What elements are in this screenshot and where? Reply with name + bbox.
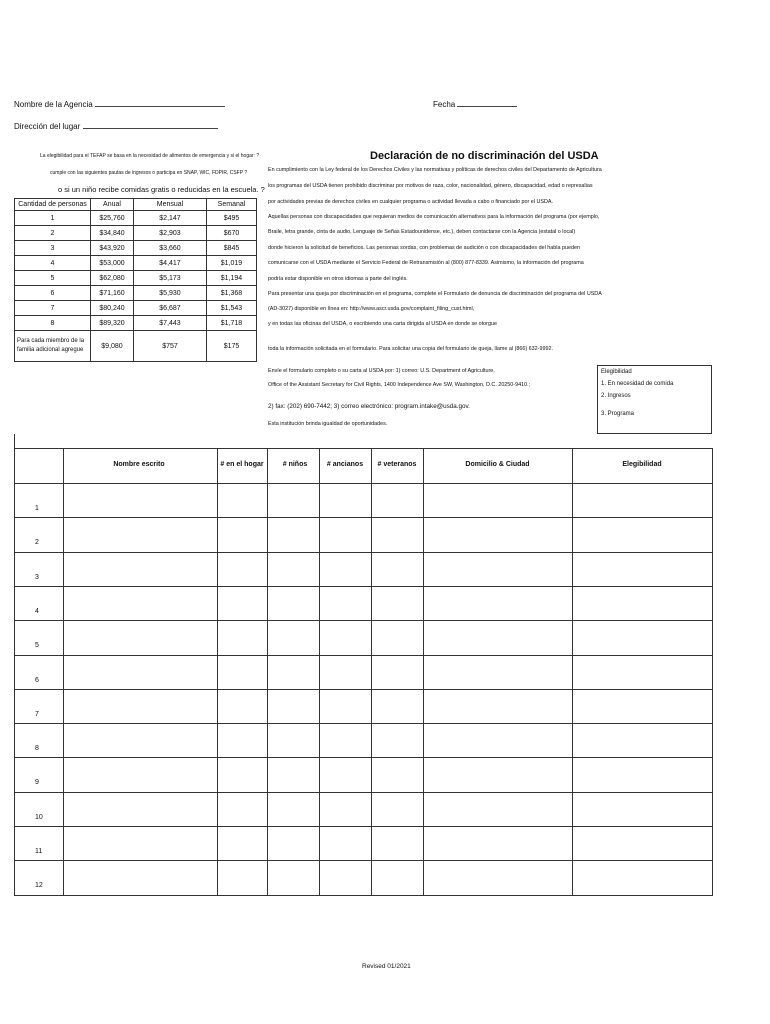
income-cell-people: 3 bbox=[15, 241, 91, 256]
additional-weekly: $175 bbox=[207, 331, 257, 362]
income-cell-monthly: $5,173 bbox=[134, 271, 207, 286]
income-cell-monthly: $3,660 bbox=[134, 241, 207, 256]
income-cell-monthly: $2,903 bbox=[134, 226, 207, 241]
row-number: 11 bbox=[35, 848, 43, 855]
eligibility-legend-title: Elegibilidad bbox=[601, 369, 632, 375]
row-number: 6 bbox=[35, 676, 39, 684]
income-row bbox=[15, 271, 257, 286]
row-number: 12 bbox=[35, 882, 43, 890]
additional-label: Para cada miembro de la familia adicional agregue bbox=[15, 331, 91, 362]
income-cell-weekly: $1,368 bbox=[207, 286, 257, 301]
income-row bbox=[15, 226, 257, 241]
income-cell-weekly: $1,019 bbox=[207, 256, 257, 271]
declaration-line: Office of the Assistant Secretary for Civil Rights, 1400 Independence Ave SW, Washington, D.C. 20250-9410.; bbox=[268, 382, 531, 388]
table-row[interactable] bbox=[15, 689, 712, 724]
declaration-line: donde hicieron la solicitud de beneficios. Las personas sordas, con problemas de audición o con discapacidades del habla pueden bbox=[268, 245, 580, 251]
income-cell-weekly: $1,543 bbox=[207, 301, 257, 316]
declaration-line: (AD-3027) disponible en línea en: http://www.ascr.usda.gov/complaint_filing_cust.html, bbox=[268, 306, 475, 312]
col-header-children: # niños bbox=[282, 461, 308, 468]
col-header-household: # en el hogar bbox=[220, 461, 264, 468]
eligibility-legend bbox=[597, 365, 712, 434]
income-cell-annual: $89,320 bbox=[91, 316, 134, 331]
eligibility-intro-line1: La elegibilidad para el TEFAP se basa en la necesidad de alimentos de emergencia y si el hogar: ? bbox=[40, 153, 260, 159]
declaration-line: por actividades previas de derechos civiles en cualquier programa o actividad llevada a cabo o financiado por el USDA. bbox=[268, 199, 553, 205]
row-number: 5 bbox=[35, 642, 39, 650]
table-row[interactable] bbox=[15, 620, 712, 655]
declaration-line: podría estar disponible en otros idiomas a parte del inglés. bbox=[268, 276, 408, 282]
date-line[interactable] bbox=[457, 100, 517, 107]
income-guidelines-table bbox=[14, 198, 257, 362]
table-row[interactable] bbox=[15, 792, 712, 827]
table-row[interactable] bbox=[15, 517, 712, 552]
income-row bbox=[15, 241, 257, 256]
income-cell-people: 8 bbox=[15, 316, 91, 331]
eligibility-legend-item: 2. Ingresos bbox=[601, 393, 631, 399]
table-row[interactable] bbox=[15, 723, 712, 758]
declaration-line: En cumplimiento con la Ley federal de los Derechos Civiles y las normativas y políticas de derechos civiles del Departamento de Agricultura bbox=[268, 167, 602, 173]
declaration-line: y en todas las oficinas del USDA, o escribiendo una carta dirigida al USDA en donde se otorgue bbox=[268, 321, 497, 327]
signin-table bbox=[14, 448, 713, 896]
income-cell-monthly: $2,147 bbox=[134, 211, 207, 226]
row-number: 2 bbox=[35, 539, 39, 547]
date-label: Fecha bbox=[433, 100, 456, 109]
income-row bbox=[15, 286, 257, 301]
declaration-line: Aquellas personas con discapacidades que requieran medios de comunicación alternativos para la información del programa (por ejemplo, bbox=[268, 214, 600, 220]
income-cell-monthly: $7,443 bbox=[134, 316, 207, 331]
table-row[interactable] bbox=[15, 483, 712, 518]
income-cell-people: 6 bbox=[15, 286, 91, 301]
revised-date: Revised 01/2021 bbox=[362, 963, 411, 970]
col-header-seniors: # ancianos bbox=[326, 461, 364, 468]
income-cell-annual: $62,080 bbox=[91, 271, 134, 286]
income-cell-weekly: $670 bbox=[207, 226, 257, 241]
income-cell-weekly: $845 bbox=[207, 241, 257, 256]
header-monthly: Mensual bbox=[134, 199, 207, 211]
address-line[interactable] bbox=[83, 122, 218, 129]
income-cell-monthly: $4,417 bbox=[134, 256, 207, 271]
header-annual: Anual bbox=[91, 199, 134, 211]
declaration-line: Envíe el formulario completo o su carta al USDA por: 1) correo: U.S. Department of Agriculture, bbox=[268, 368, 495, 374]
income-cell-monthly: $6,687 bbox=[134, 301, 207, 316]
table-row[interactable] bbox=[15, 757, 712, 792]
address-field[interactable] bbox=[14, 122, 218, 131]
header-weekly: Semanal bbox=[207, 199, 257, 211]
income-cell-monthly: $5,930 bbox=[134, 286, 207, 301]
declaration-line: comunicarse con el USDA mediante el Servicio Federal de Retransmisión al (800) 877-8339. Asimismo, la información del programa bbox=[268, 260, 584, 266]
date-field[interactable] bbox=[433, 100, 517, 109]
col-header-eligibility: Elegibilidad bbox=[622, 461, 662, 468]
declaration-line: toda la información solicitada en el formulario. Para solicitar una copia del formulario de queja, llame al (866) 632-9992. bbox=[268, 346, 553, 352]
row-number: 4 bbox=[35, 607, 39, 615]
income-cell-annual: $53,000 bbox=[91, 256, 134, 271]
additional-monthly: $757 bbox=[134, 331, 207, 362]
income-cell-people: 7 bbox=[15, 301, 91, 316]
agency-name-label: Nombre de la Agencia bbox=[14, 100, 93, 109]
eligibility-intro-line3: o si un niño recibe comidas gratis o reducidas en la escuela. ? bbox=[58, 185, 265, 194]
row-number: 8 bbox=[35, 745, 39, 753]
row-number: 1 bbox=[35, 505, 39, 512]
income-cell-people: 2 bbox=[15, 226, 91, 241]
income-cell-people: 4 bbox=[15, 256, 91, 271]
col-header-veterans: # veteranos bbox=[377, 461, 417, 468]
income-cell-weekly: $1,718 bbox=[207, 316, 257, 331]
col-header-name: Nombre escrito bbox=[113, 461, 165, 468]
additional-annual: $9,080 bbox=[91, 331, 134, 362]
col-header-address: Domicilio & Ciudad bbox=[465, 461, 530, 468]
eligibility-intro-line2: cumple con las siguientes pautas de ingresos o participa en SNAP, WIC, FDPIR, CSFP ? bbox=[50, 170, 248, 176]
agency-name-line[interactable] bbox=[95, 100, 225, 107]
income-additional-row bbox=[15, 331, 257, 362]
address-label: Dirección del lugar bbox=[14, 122, 81, 131]
declaration-line: Esta institución brinda igualdad de oportunidades. bbox=[268, 421, 388, 427]
income-row bbox=[15, 256, 257, 271]
declaration-title: Declaración de no discriminación del USDA bbox=[370, 150, 599, 162]
table-row[interactable] bbox=[15, 655, 712, 690]
eligibility-legend-item: 1. En necesidad de comida bbox=[601, 381, 674, 387]
row-number: 3 bbox=[35, 573, 39, 581]
income-cell-annual: $34,840 bbox=[91, 226, 134, 241]
divider bbox=[14, 434, 15, 448]
income-cell-weekly: $495 bbox=[207, 211, 257, 226]
declaration-line: Para presentar una queja por discriminación en el programa, complete el Formulario de denuncia de discriminación del programa del USDA bbox=[268, 291, 602, 297]
row-number: 7 bbox=[35, 710, 39, 718]
income-row bbox=[15, 211, 257, 226]
table-row[interactable] bbox=[15, 552, 712, 587]
income-cell-people: 1 bbox=[15, 211, 91, 226]
income-row bbox=[15, 316, 257, 331]
income-table-header bbox=[15, 199, 257, 211]
declaration-line: Braile, letra grande, cinta de audio, Lenguaje de Señas Estadounidense, etc.), deben contactarse con la Agencia (estatal o local) bbox=[268, 229, 576, 235]
table-row[interactable] bbox=[15, 860, 712, 895]
income-cell-annual: $25,760 bbox=[91, 211, 134, 226]
table-row[interactable] bbox=[15, 586, 712, 621]
income-cell-people: 5 bbox=[15, 271, 91, 286]
income-cell-weekly: $1,194 bbox=[207, 271, 257, 286]
income-cell-annual: $71,160 bbox=[91, 286, 134, 301]
income-cell-annual: $80,240 bbox=[91, 301, 134, 316]
income-cell-annual: $43,920 bbox=[91, 241, 134, 256]
income-row bbox=[15, 301, 257, 316]
row-number: 10 bbox=[35, 813, 43, 821]
header-people: Cantidad de personas bbox=[15, 199, 91, 211]
eligibility-legend-item: 3. Programa bbox=[601, 411, 635, 417]
declaration-line: 2) fax: (202) 690-7442; 3) correo electrónico: program.intake@usda.gov. bbox=[268, 403, 470, 410]
row-number: 9 bbox=[35, 779, 39, 787]
agency-name-field[interactable] bbox=[14, 100, 225, 109]
declaration-line: los programas del USDA tienen prohibido discriminar por motivos de raza, color, nacionalidad, género, discapacidad, edad o represalias bbox=[268, 183, 593, 189]
table-row[interactable] bbox=[15, 826, 712, 861]
